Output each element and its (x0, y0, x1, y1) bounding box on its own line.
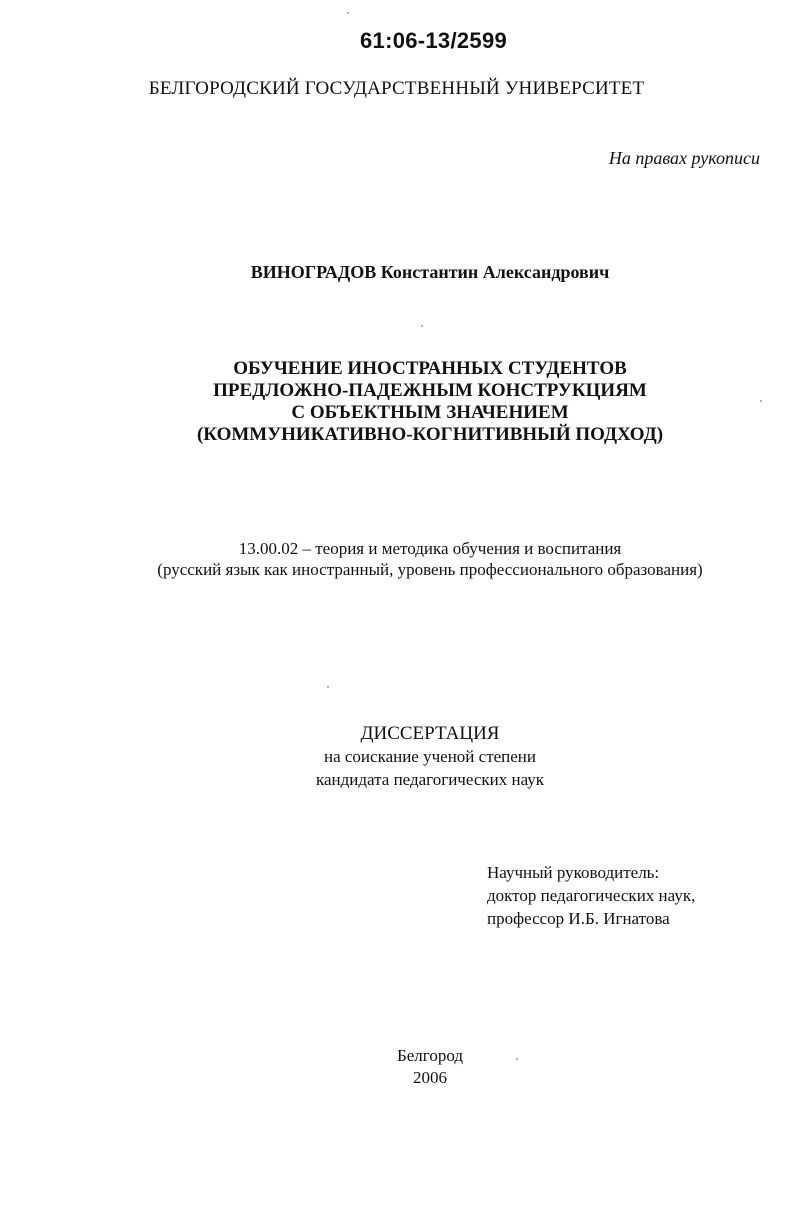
dissertation-label: ДИССЕРТАЦИЯ (360, 723, 500, 744)
title-line: ОБУЧЕНИЕ ИНОСТРАННЫХ СТУДЕНТОВ (233, 358, 627, 379)
degree-line-2: кандидата педагогических наук (315, 770, 545, 789)
rights-note: На правах рукописи (608, 148, 760, 168)
year: 2006 (413, 1068, 447, 1087)
specialty-code: 13.00.02 – теория и методика обучения и воспитания (238, 539, 622, 558)
scan-speck (760, 400, 762, 402)
title-line: С ОБЪЕКТНЫМ ЗНАЧЕНИЕМ (291, 402, 569, 423)
degree-line-1: на соискание ученой степени (323, 747, 537, 766)
scan-speck (327, 686, 329, 688)
supervisor-name: профессор И.Б. Игнатова (487, 909, 670, 928)
supervisor-block (487, 861, 695, 930)
scan-speck (421, 325, 423, 327)
specialty-detail: (русский язык как иностранный, уровень профессионального образования) (157, 560, 703, 579)
city: Белгород (397, 1046, 463, 1065)
scan-speck (347, 12, 349, 14)
place-and-year (0, 1045, 793, 1089)
scan-speck (516, 1058, 518, 1060)
title-line: (КОММУНИКАТИВНО-КОГНИТИВНЫЙ ПОДХОД) (196, 424, 664, 445)
author-name: ВИНОГРАДОВ Константин Александрович (250, 262, 610, 282)
dissertation-title (0, 358, 793, 446)
dissertation-block (0, 722, 793, 791)
supervisor-degree: доктор педагогических наук, (487, 886, 696, 905)
specialty (0, 538, 793, 580)
supervisor-label: Научный руководитель: (487, 863, 660, 882)
title-line: ПРЕДЛОЖНО-ПАДЕЖНЫМ КОНСТРУКЦИЯМ (213, 380, 647, 401)
catalog-stamp: 61:06-13/2599 (360, 28, 508, 53)
university-name: БЕЛГОРОДСКИЙ ГОСУДАРСТВЕННЫЙ УНИВЕРСИТЕТ (148, 78, 645, 99)
